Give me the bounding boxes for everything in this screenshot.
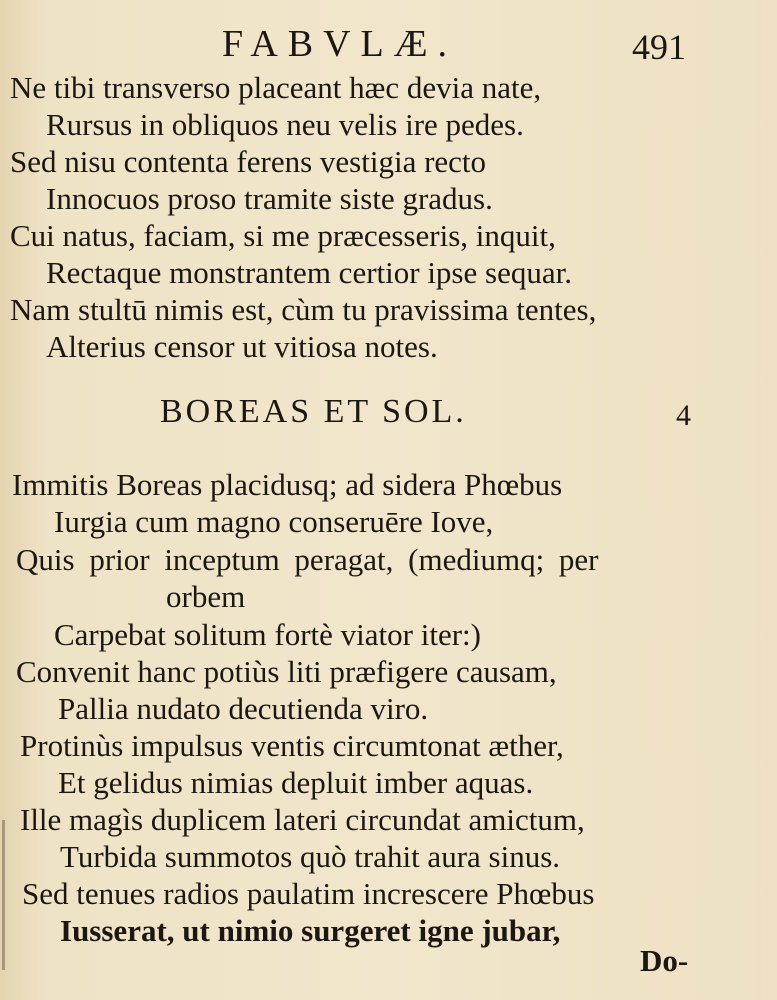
verse-line: Pallia nudato decutienda viro.: [58, 691, 429, 726]
verse-line: Convenit hanc potiùs liti præfigere causam,: [16, 654, 557, 689]
verse-line: Protinùs impulsus ventis circumtonat æther,: [20, 728, 564, 763]
fable-title: BOREAS ET SOL.: [160, 393, 467, 430]
verse-line: Ille magìs duplicem lateri circundat amictum,: [20, 802, 585, 837]
verse-line: Rectaque monstrantem certior ipse sequar.: [46, 255, 572, 290]
verse-line: Cui natus, faciam, si me præcesseris, inquit,: [10, 218, 556, 253]
verse-line: Rursus in obliquos neu velis ire pedes.: [46, 107, 524, 142]
verse-line: Immitis Boreas placidusq; ad sidera Phœbus: [12, 467, 563, 502]
verse-line: Ne tibi transverso placeant hæc devia nate,: [10, 70, 542, 105]
verse-line: Innocuos proso tramite siste gradus.: [46, 181, 493, 216]
catchword: Do-: [640, 943, 689, 978]
verse-line-runover: orbem: [166, 579, 246, 614]
verse-line: Sed nisu contenta ferens vestigia recto: [10, 144, 487, 179]
page-edge-shadow: [2, 820, 5, 970]
verse-line: Carpebat solitum fortè viator iter:): [54, 617, 481, 652]
verse-line: Nam stultū nimis est, cùm tu pravissima tentes,: [10, 292, 597, 327]
verse-line: Quis prior inceptum peragat, (mediumq; per: [16, 542, 599, 577]
verse-line: Turbida summotos quò trahit aura sinus.: [60, 839, 561, 874]
page-number: 491: [632, 27, 686, 67]
verse-line: Iusserat, ut nimio surgeret igne jubar,: [60, 913, 561, 948]
fable-number: 4: [676, 399, 691, 432]
verse-line: Alterius censor ut vitiosa notes.: [46, 329, 438, 364]
verse-line: Sed tenues radios paulatim increscere Phœbus: [22, 876, 595, 911]
verse-line: Et gelidus nimias depluit imber aquas.: [58, 765, 534, 800]
verse-line: Iurgia cum magno conseruēre Iove,: [54, 504, 494, 539]
running-head: FABVLÆ.: [222, 23, 458, 65]
